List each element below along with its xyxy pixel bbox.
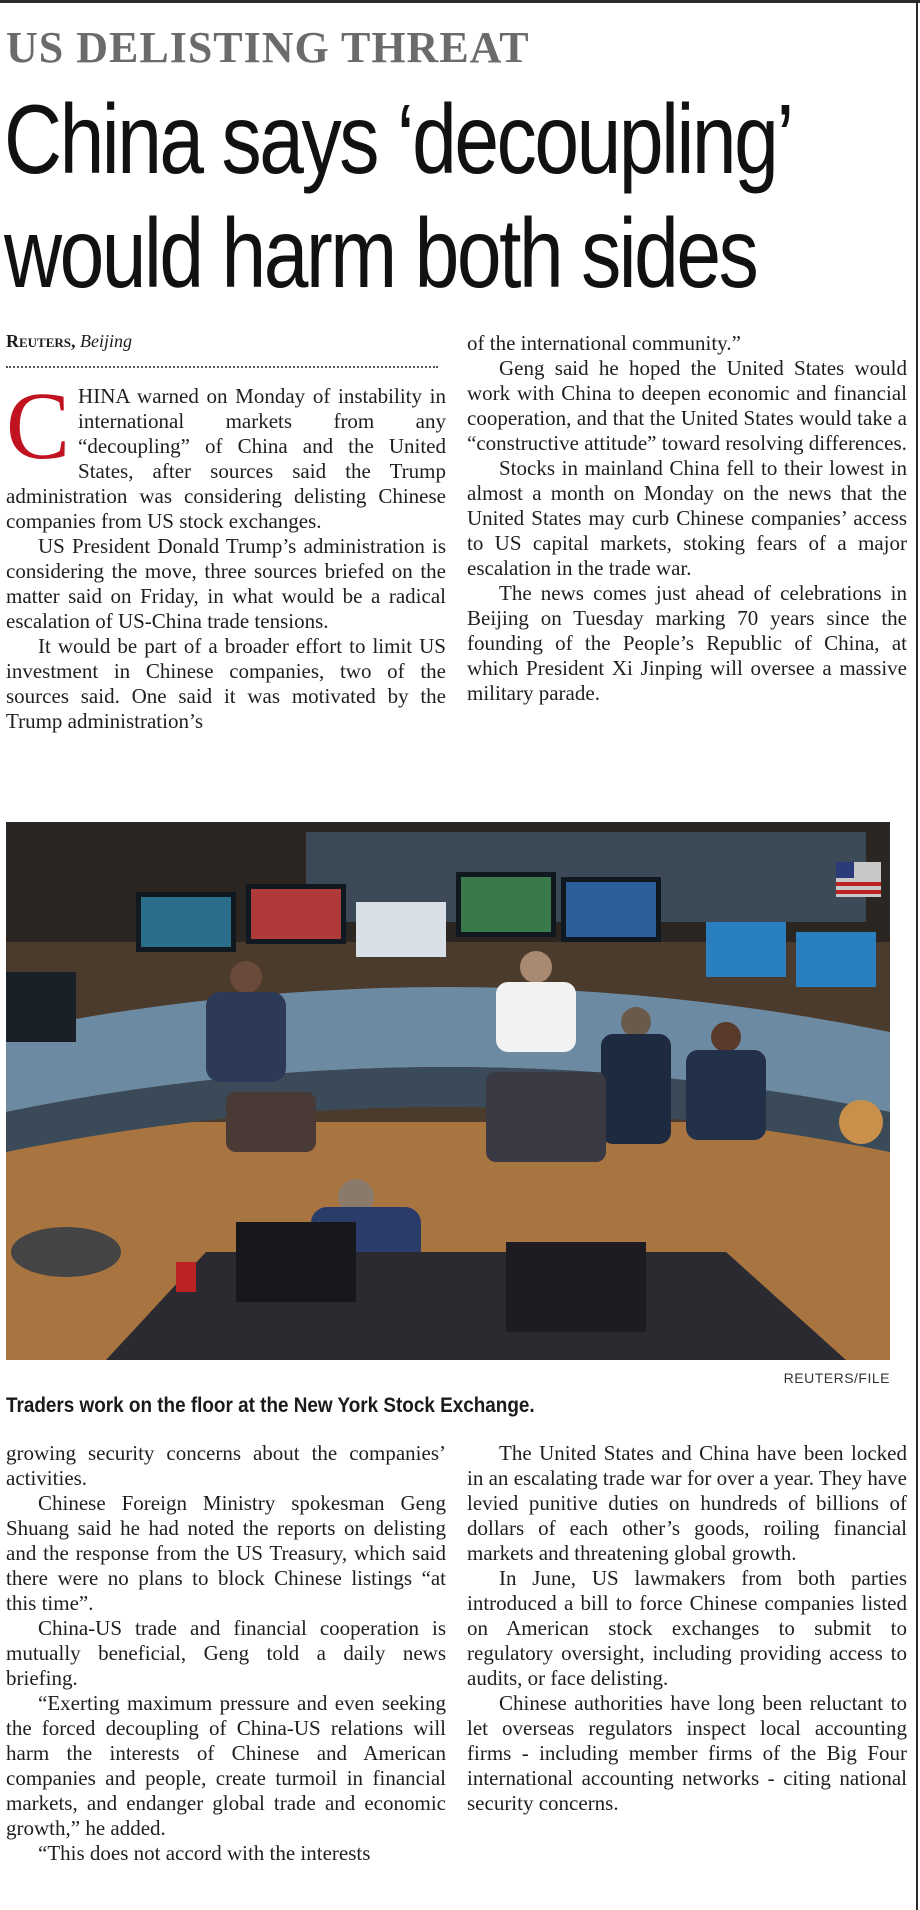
- paragraph: “Exerting maximum pressure and even seeking the forced decoupling of China-US relations will harm the interests of Chinese and American companies and people, create turmoil in financial markets, and endanger global trade and economic growth,” he added.: [6, 1691, 446, 1840]
- top-rule: [0, 0, 920, 3]
- drop-cap: C: [6, 372, 71, 479]
- paragraph-text: HINA warned on Monday of instability in international markets from any “decoupling” of China and the United States, after sources said the Trump administration was considering delisting Chinese companies from US stock exchanges.: [6, 384, 446, 533]
- kicker: US DELISTING THREAT: [6, 23, 530, 72]
- top-column-1: [6, 372, 446, 734]
- byline: [6, 330, 132, 352]
- paragraph: Chinese Foreign Ministry spokesman Geng Shuang said he had noted the reports on delisting and the response from the US Treasury, which said there were no plans to block Chinese listings “at this time”.: [6, 1491, 446, 1615]
- headline-line-2: would harm both sides: [4, 198, 757, 308]
- paragraph: The news comes just ahead of celebrations in Beijing on Tuesday marking 70 years since the founding of the People’s Republic of China, at which President Xi Jinping will oversee a massive military parade.: [467, 581, 907, 705]
- photo-caption: Traders work on the floor at the New York Stock Exchange.: [6, 1394, 535, 1417]
- byline-location: Beijing: [80, 331, 133, 351]
- right-rule: [916, 0, 918, 1910]
- trading-floor-photo: [6, 822, 890, 1360]
- paragraph: The United States and China have been locked in an escalating trade war for over a year. They have levied punitive duties on hundreds of billions of dollars of each other’s goods, roiling financial markets and threatening global growth.: [467, 1441, 907, 1565]
- top-column-2: [467, 331, 907, 706]
- paragraph: “This does not accord with the interests: [38, 1841, 371, 1865]
- dotted-rule: [6, 366, 438, 368]
- paragraph: Geng said he hoped the United States would work with China to deepen economic and financial cooperation, and that the United States would take a “constructive attitude” toward resolving differences.: [467, 356, 907, 455]
- paragraph: growing security concerns about the companies’ activities.: [6, 1441, 446, 1490]
- paragraph: It would be part of a broader effort to limit US investment in Chinese companies, two of the sources said. One said it was motivated by the Trump administration’s: [6, 634, 446, 733]
- paragraph: US President Donald Trump’s administration is considering the move, three sources briefed on the matter said on Friday, in what would be a radical escalation of US-China trade tensions.: [6, 534, 446, 633]
- bottom-column-1: [6, 1441, 446, 1866]
- paragraph: China-US trade and financial cooperation is mutually beneficial, Geng told a daily news briefing.: [6, 1616, 446, 1690]
- paragraph: Chinese authorities have long been reluctant to let overseas regulators inspect local accounting firms - including member firms of the Big Four international accounting networks - citing national security concerns.: [467, 1691, 907, 1815]
- photo-credit: REUTERS/FILE: [783, 1370, 890, 1386]
- headline: [4, 82, 792, 310]
- lead-paragraph: [6, 372, 446, 534]
- headline-line-1: China says ‘decoupling’: [4, 84, 792, 194]
- paragraph: Stocks in mainland China fell to their lowest in almost a month on Monday on the news that the United States may curb Chinese companies’ access to US capital markets, stoking fears of a major escalation in the trade war.: [467, 456, 907, 580]
- bottom-column-2: [467, 1441, 907, 1816]
- paragraph: of the international community.”: [467, 331, 741, 355]
- photo-illustration: [6, 822, 890, 1360]
- paragraph: In June, US lawmakers from both parties introduced a bill to force Chinese companies listed on American stock exchanges to submit to regulatory oversight, including providing access to audits, or face delisting.: [467, 1566, 907, 1690]
- byline-agency: Reuters,: [6, 331, 76, 351]
